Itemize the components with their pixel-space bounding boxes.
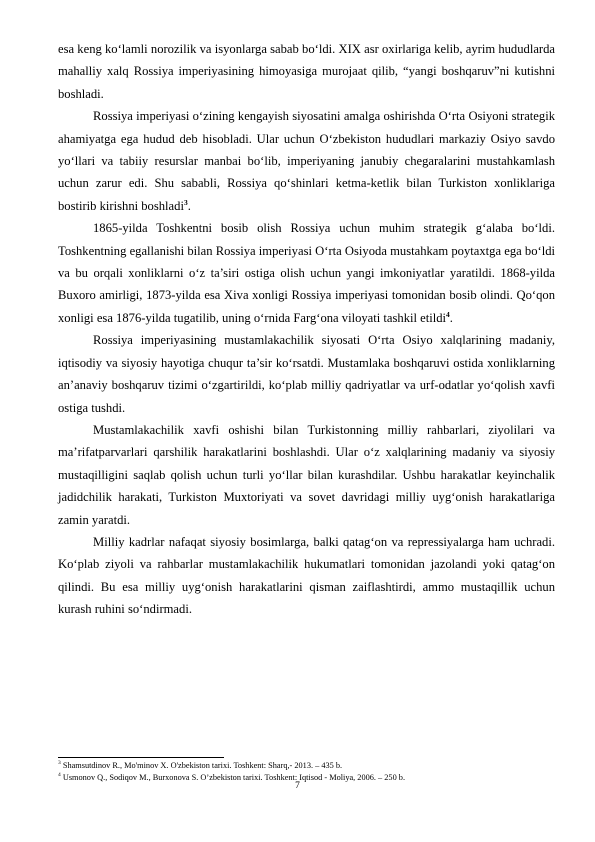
footnote-mark: 3 (58, 760, 61, 767)
footnote-text: Usmonov Q., Sodiqov M., Burxonova S. O’zbekiston tarixi. Toshkent: Iqtisod - Moliya, 2006. – 250 b. (60, 772, 406, 782)
body-text (58, 38, 555, 621)
paragraph-2: Rossiya imperiyasi o‘zining kengayish siyosatini amalga oshirishda O‘rta Osiyoni strategik ahamiyatga ega hudud deb hisobladi. Ular uchun O‘zbekiston hududlari markaziy Osiyo savdo yo‘llari va tabiiy resurslar manbai bo‘lib, imperiyaning janubiy chegaralarini mustahkamlash uchun zarur edi. Shu sababli, Rossiya qo‘shinlari ketma-ketlik bilan Turkiston xonliklariga bostirib kirishni boshladi$^3$. (58, 109, 555, 213)
paragraph-1: esa keng ko‘lamli norozilik va isyonlarga sabab bo‘ldi. XIX asr oxirlariga kelib, ayrim hududlarda mahalliy xalq Rossiya imperiyasining himoyasiga murojaat qilib, “yangi boshqaruv”ni kutishni boshladi. (58, 42, 555, 101)
paragraph-3: 1865-yilda Toshkentni bosib olish Rossiya uchun muhim strategik g‘alaba bo‘ldi. Toshkentning egallanishi bilan Rossiya imperiyasi O‘rta Osiyoda mustahkam poytaxtga ega bo‘ldi va bu orqali xonliklarni o‘z ta’siri ostiga olish uchun yangi imkoniyatlar yaratildi. 1868-yilda Buxoro amirligi, 1873-yilda esa Xiva xonligi Rossiya imperiyasi tomonidan bosib olindi. Qo‘qon xonligi esa 1876-yilda tugatilib, uning o‘rnida Farg‘ona viloyati tashkil etildi$^4$. (58, 221, 555, 325)
footnote-divider (58, 757, 224, 758)
footnote-text: Shamsutdinov R., Mo'minov X. O'zbekiston tarixi. Toshkent: Sharq,- 2013. – 435 b. (60, 761, 343, 770)
page-number: 7 (295, 781, 300, 791)
paragraph-5: Mustamlakachilik xavfi oshishi bilan Turkistonning milliy rahbarlari, ziyolilari va ma’rifatparvarlari qarshilik harakatlarini boshlashdi. Ular o‘z xalqlarining madaniy va siyosiy mustaqilligini saqlab qolish uchun turli yo‘llar bilan kurashdilar. Ushbu harakatlar keyinchalik jadidchilik harakati, Turkiston Muxtoriyati va sovet davridagi milliy uyg‘onish harakatlariga zamin yaratdi. (58, 422, 555, 527)
footnote-mark: 4 (58, 771, 61, 778)
paragraph-4: Rossiya imperiyasining mustamlakachilik siyosati O‘rta Osiyo xalqlarining madaniy, iqtisodiy va siyosiy hayotiga chuqur ta’sir ko‘rsatdi. Mustamlaka boshqaruvi ostida xonliklarning an’anaviy boshqaruv tizimi o‘zgartirildi, ko‘plab milliy qadriyatlar va urf-odatlar yo‘qolish xavfi ostiga tushdi. (58, 333, 555, 415)
footnote-ref-4[interactable]: 4 (446, 309, 450, 319)
footnote-3 (58, 760, 558, 772)
footnote-ref-3[interactable]: 3 (183, 197, 188, 207)
paragraph-6: Milliy kadrlar nafaqat siyosiy bosimlarga, balki qatag‘on va repressiyalarga ham uchradi. Ko‘plab ziyoli va rahbarlar mustamlakachilik hukumatlari tomonidan jazolandi yoki qatag‘on qilindi. Bu esa milliy uyg‘onish harakatlarini qisman zaiflashtirdi, ammo mustaqillik uchun kurash ruhini so‘ndirmadi. (58, 534, 555, 617)
